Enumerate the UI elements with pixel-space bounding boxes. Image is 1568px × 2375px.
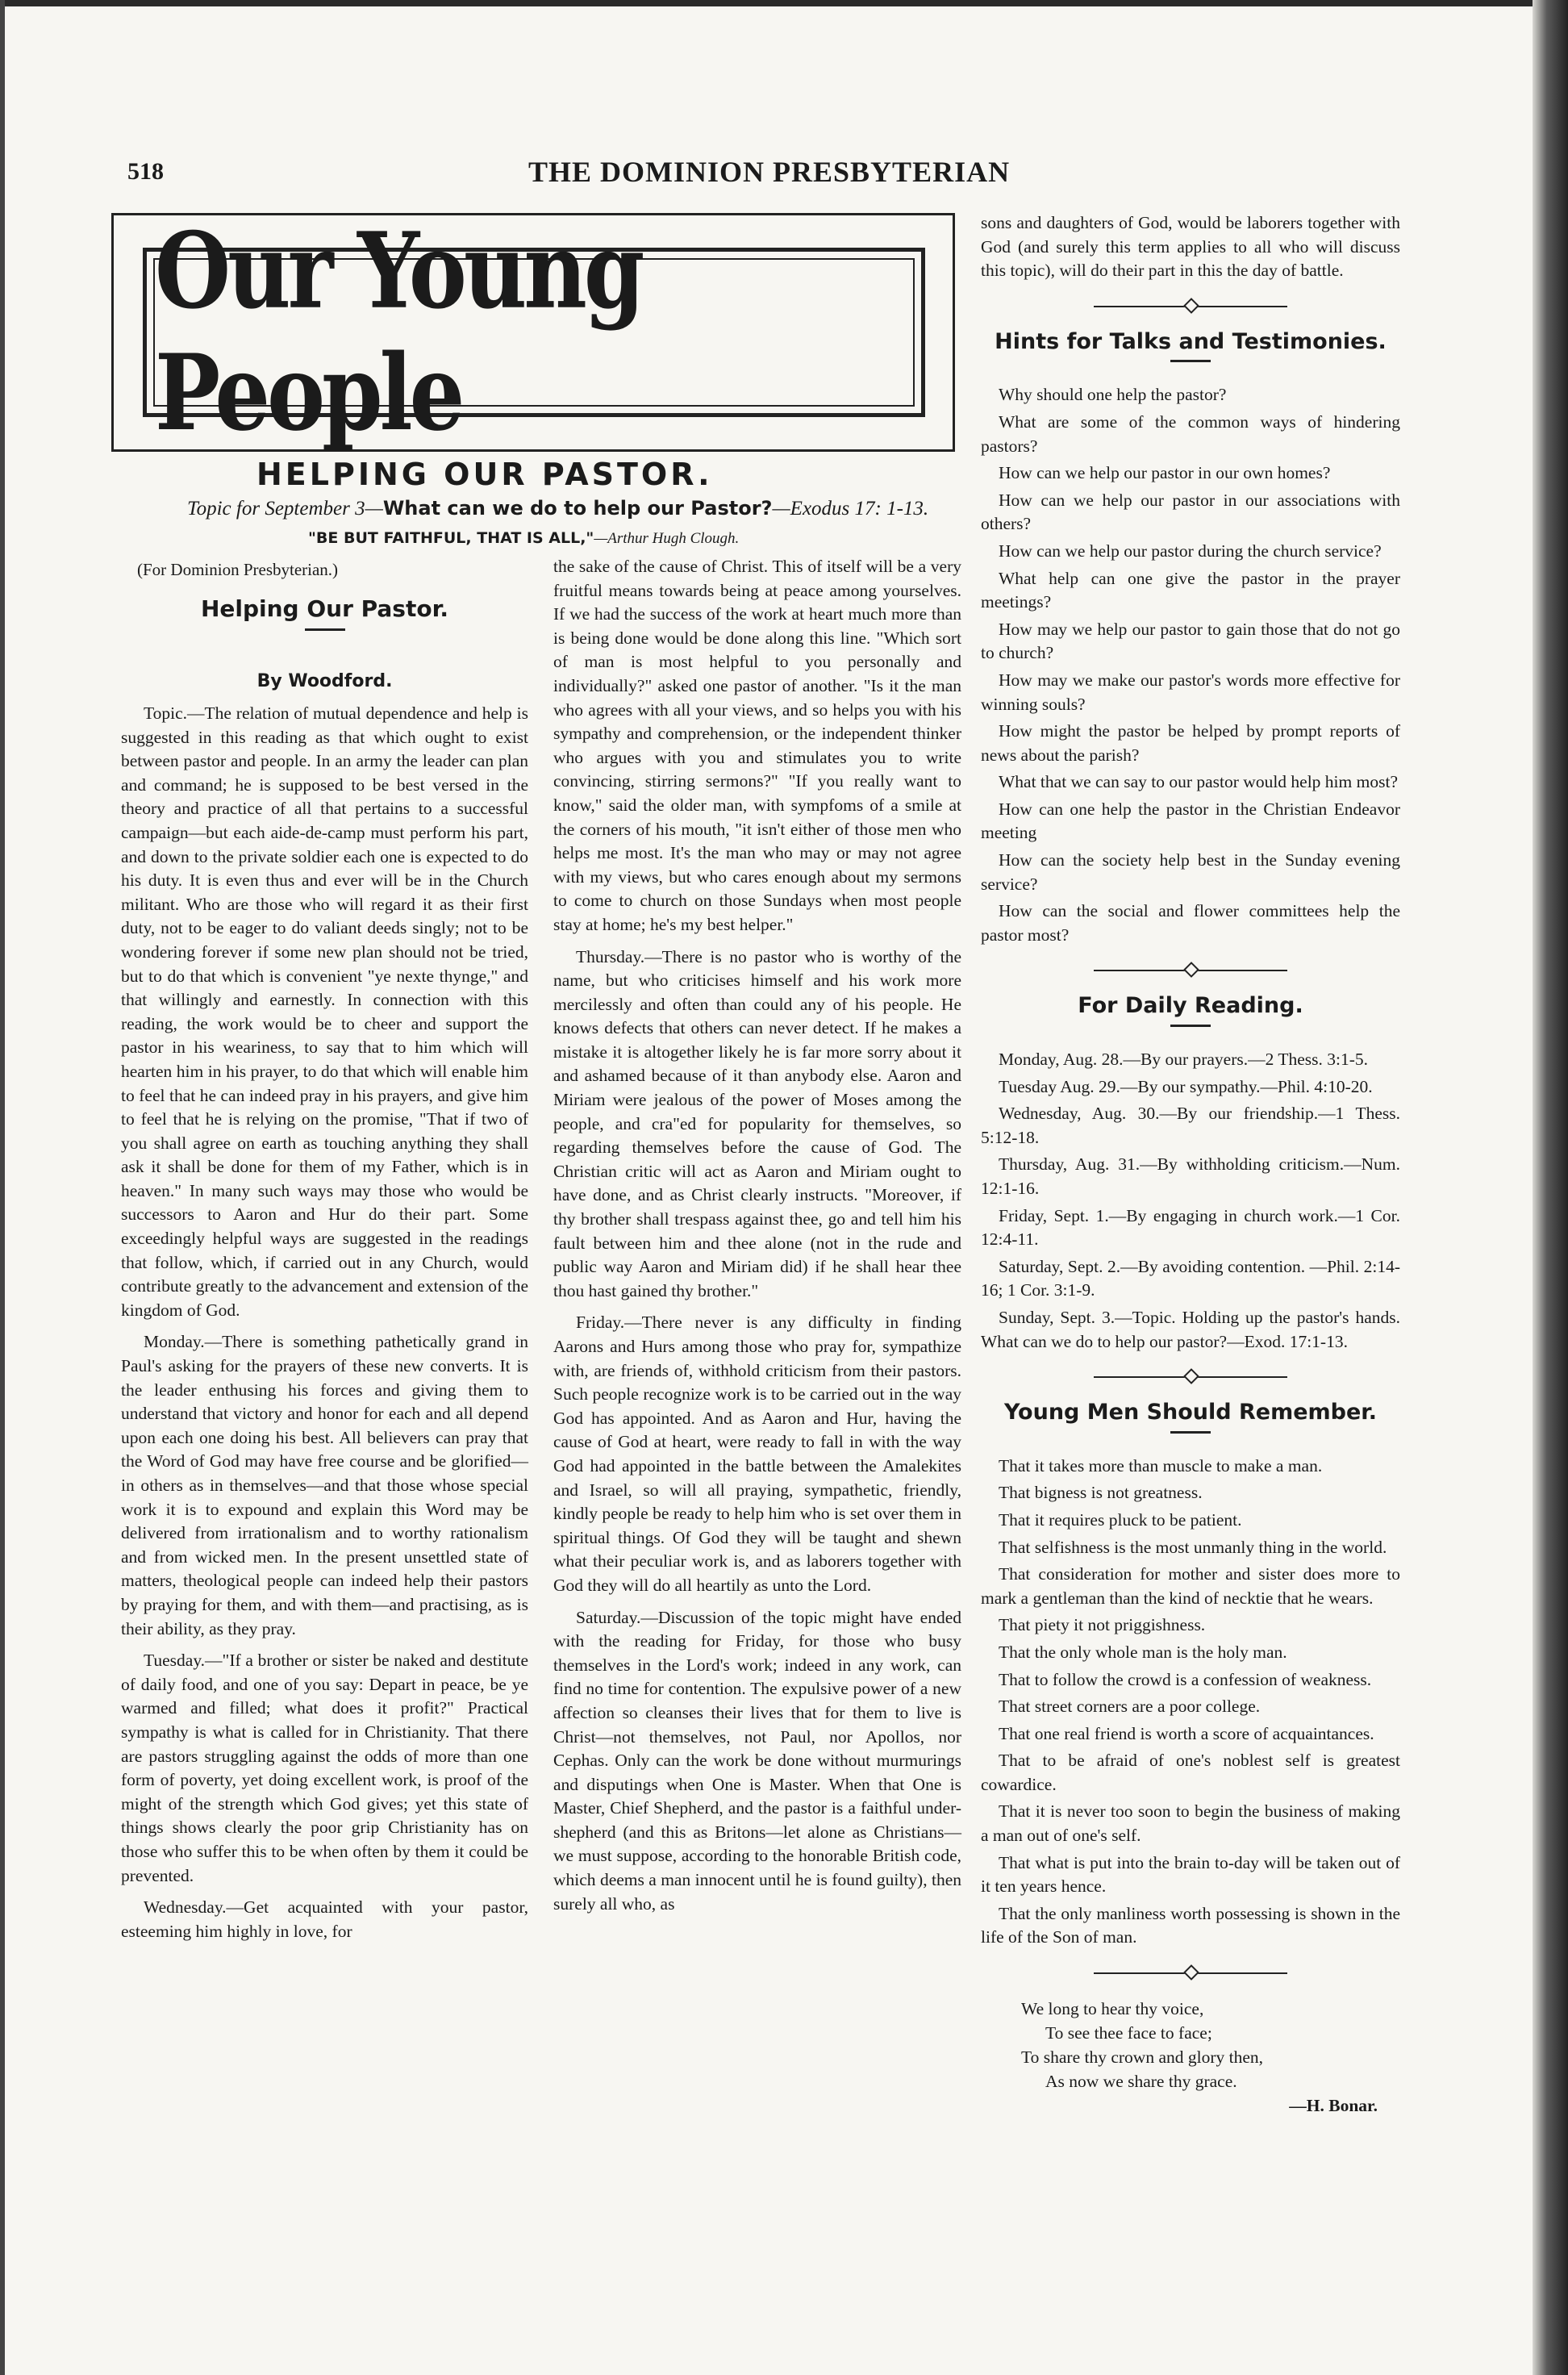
list-item: That it is never too soon to begin the business of making a man out of one's self.	[981, 1801, 1400, 1846]
list-item: That it takes more than muscle to make a man.	[999, 1455, 1323, 1476]
list-item: That it requires pluck to be patient.	[999, 1509, 1242, 1530]
paragraph-monday: Monday.—There is something pathetically grand in Paul's asking for the prayers of these new converts. It is the leader enthusing his forces and giving them to understand that victory and honor for each and all depend upon each one doing his best. All believers can pray that the Word of God may have free course and be glorified—in others as in themselves—and that those whose special work it is to expound and explain this Word may be delivered from irrationalism and to worthy rationalism and from wicked men. In the present unsettled state of matters, theological people can indeed help their pastors by praying for them, and with them—and practising, as is their ability, as they pray.	[121, 1332, 528, 1638]
list-item: How might the pastor be helped by prompt reports of news about the parish?	[981, 721, 1400, 765]
young-men-list	[981, 1455, 1400, 1950]
scan-edge-left	[0, 0, 5, 2375]
list-item: That to be afraid of one's noblest self is greatest cowardice.	[981, 1751, 1400, 1794]
topic-reference: —Exodus 17: 1-13.	[772, 498, 929, 520]
section-heading: HELPING OUR PASTOR.	[256, 457, 713, 492]
paragraph-tuesday: Tuesday.—"If a brother or sister be naked and destitute of daily food, and one of you say: Depart in peace, be ye warmed and filled; what does it profit?" Practical sympathy is what is called for in Christianity. That there are pastors struggling against the odds of more than one form of poverty, yet doing excellent work, is proof of the might of the strength which God gives; yet this state of things shows clearly the poor grip Christianity has on those who suffer this to be when often by them it could be prevented.	[121, 1651, 528, 1885]
list-item: Friday, Sept. 1.—By engaging in church work.—1 Cor. 12:4-11.	[981, 1205, 1400, 1250]
poem-line: To see thee face to face;	[1045, 2023, 1212, 2043]
diamond-icon	[1183, 298, 1199, 314]
list-item: That selfishness is the most unmanly thing in the world.	[999, 1537, 1387, 1557]
diamond-icon	[1183, 962, 1199, 979]
list-item: Monday, Aug. 28.—By our prayers.—2 Thess. 3:1-5.	[999, 1050, 1369, 1070]
list-item: Tuesday Aug. 29.—By our sympathy.—Phil. 4:10-20.	[999, 1076, 1373, 1096]
banner-inner-frame	[153, 210, 915, 455]
paragraph-saturday-cont: sons and daughters of God, would be laborers together with God (and surely this term applies to all who will discuss this topic), will do their part in this the day of battle.	[981, 213, 1400, 281]
poem	[981, 1997, 1400, 2118]
list-item: That consideration for mother and sister does more to mark a gentleman than the kind of necktie that he wears.	[981, 1564, 1400, 1608]
poem-line: As now we share thy grace.	[1045, 2072, 1237, 2092]
ornament-divider	[1094, 1966, 1287, 1981]
column-two	[553, 555, 961, 1916]
paragraph-wednesday: Wednesday.—Get acquainted with your pastor, esteeming him highly in love, for	[121, 1897, 528, 1941]
list-item: What are some of the common ways of hindering pastors?	[981, 411, 1400, 456]
title-underline	[1170, 1431, 1211, 1434]
list-item: Thursday, Aug. 31.—By withholding criticism.—Num. 12:1-16.	[981, 1154, 1400, 1198]
article-title-text: Helping Our Pastor.	[200, 595, 449, 622]
section-banner	[111, 210, 955, 455]
list-item: Saturday, Sept. 2.—By avoiding contention. —Phil. 2:14-16; 1 Cor. 3:1-9.	[981, 1256, 1400, 1300]
list-item: That the only manliness worth possessing is shown in the life of the Son of man.	[981, 1903, 1400, 1947]
article-header	[121, 560, 528, 691]
young-men-title-text: Young Men Should Remember.	[1003, 1400, 1378, 1425]
hints-list	[981, 383, 1400, 947]
motto-author: —Arthur Hugh Clough.	[594, 530, 740, 547]
list-item: That street corners are a poor college.	[999, 1697, 1261, 1717]
page-number: 518	[127, 158, 164, 185]
poem-line: To share thy crown and glory then,	[1021, 2047, 1264, 2068]
ornament-divider	[1094, 1370, 1287, 1384]
list-item: How can the society help best in the Sunday evening service?	[981, 850, 1400, 894]
list-item: Why should one help the pastor?	[999, 385, 1227, 405]
daily-reading-list	[981, 1048, 1400, 1354]
young-men-title	[981, 1400, 1400, 1434]
ornament-divider	[1094, 299, 1287, 314]
poem-author: —H. Bonar.	[1289, 2096, 1378, 2116]
list-item: Sunday, Sept. 3.—Topic. Holding up the pastor's hands. What can we do to help our pastor?—Exod. 17:1-13.	[981, 1307, 1400, 1351]
topic-prefix: Topic for September 3—	[187, 498, 383, 520]
paragraph-wednesday-cont: the sake of the cause of Christ. This of itself will be a very fruitful means towards being at peace among yourselves. If we had the success of the work at heart much more than is being done would be done along this line. "Which sort of man is most helpful to you personally and individually?" asked one pastor of another. "Is it the man who agrees with all your views, and so helps you with his sympathy and comprehension, or the independent thinker who argues with you and stimulates you to write convincing, stirring sermons?" "If you really want to know," said the older man, with sympfoms of a smile at the corners of his mouth, "it isn't either of those men who helps me most. It's the man who may or may not agree with my views, but who cares enough about my sermons to come to church on those Sundays when most people stay at home; he's my best helper."	[553, 557, 961, 934]
journal-title: THE DOMINION PRESBYTERIAN	[528, 156, 1011, 188]
title-underline	[305, 628, 345, 631]
column-three	[981, 211, 1400, 2118]
diamond-icon	[1183, 1368, 1199, 1384]
list-item: How can we help our pastor in our own homes?	[999, 463, 1331, 483]
hints-title-text: Hints for Talks and Testimonies.	[995, 328, 1387, 354]
paragraph-topic: Topic.—The relation of mutual dependence and help is suggested in this reading as that which ought to exist between pastor and people. In an army the leader can plan and command; he is supposed to be best versed in the theory and practice of all that pertains to a successful campaign—but each aide-de-camp must perform his part, and down to the private soldier each one is expected to do his duty. It is even thus and ever will be in the Church militant. Who are those who will regard it as their first duty, not to be eager to do valiant deeds singly; not to be wondering forever if some new plan should not be tried, but to do that which is convenient "ye nexte thynge," and that willingly and earnestly. In connection with this reading, the work would be to cheer and support the pastor in his weariness, to say that to him which will hearten him in his prayer, to do that which will enable him to feel that he can indeed pray in his prayers, and give him to feel that he is relying on the promise, "That if two of you shall agree on earth as touching anything they shall ask it shall be done for them of my Father, which is in heaven." In many such ways may those who would be successors to Aaron and Hur do their part. Some exceedingly helpful ways are suggested in the readings that follow, which, if carried out in any Church, would contribute greatly to the advancement and extension of the kingdom of God.	[121, 703, 528, 1320]
daily-reading-title-text: For Daily Reading.	[1078, 993, 1303, 1019]
poem-line: We long to hear thy voice,	[1021, 1999, 1204, 2019]
article-title	[121, 595, 528, 631]
hints-title	[981, 330, 1400, 363]
diamond-icon	[1183, 1964, 1199, 1981]
article-byline: By Woodford.	[256, 671, 393, 691]
list-item: Wednesday, Aug. 30.—By our friendship.—1 Thess. 5:12-18.	[981, 1104, 1400, 1147]
paragraph-friday: Friday.—There never is any difficulty in finding Aarons and Hurs among those who pray for, sympathize with, are friends of, withhold criticism from their pastors. Such people recognize work is to be carried out in the way God has appointed. And as Aaron and Hur, having the cause of God at heart, were ready to fall in with the way God had appointed in the battle between the Amalekites and Israel, so will all praying, sympathetic, friendly, kindly people be ready to help him who is set over them in spiritual things. Of God they will be taught and shewn what their peculiar work is, and as laborers together with God they will do all heartily as unto the Lord.	[553, 1313, 961, 1595]
ornament-divider	[1094, 963, 1287, 978]
list-item: That the only whole man is the holy man.	[999, 1642, 1287, 1662]
banner-title: Our Young People	[155, 210, 642, 455]
paragraph-saturday: Saturday.—Discussion of the topic might have ended with the reading for Friday, for those who busy themselves in the Lord's work; indeed in any work, can find no time for contention. The expulsive power of a new affection so cleanses their lives that for them to live is Christ—not themselves, not Paul, nor Apollos, nor Cephas. Only can the work be done without murmurings and disputings when One is Master. When that One is Master, Chief Shepherd, and the pastor is a faithful under-shepherd (and this as Britons—let alone as Christians—we must suppose, according to the honorable British code, which deems a man innocent until he is found guilty), then surely all who, as	[553, 1607, 961, 1914]
daily-reading-title	[981, 994, 1400, 1027]
list-item: How may we help our pastor to gain those that do not go to church?	[981, 619, 1400, 663]
title-underline	[1170, 1025, 1211, 1027]
list-item: How can one help the pastor in the Christian Endeavor meeting	[981, 799, 1400, 843]
list-item: That one real friend is worth a score of acquaintances.	[999, 1723, 1374, 1743]
list-item: How can we help our pastor in our associations with others?	[981, 490, 1400, 534]
topic-question: What can we do to help our Pastor?	[382, 497, 773, 520]
title-underline	[1170, 360, 1211, 362]
banner-frame	[143, 210, 925, 455]
list-item: What that we can say to our pastor would help him most?	[999, 772, 1398, 792]
scan-edge-right	[1533, 0, 1568, 2375]
list-item: That to follow the crowd is a confession of weakness.	[999, 1669, 1372, 1689]
list-item: How may we make our pastor's words more effective for winning souls?	[981, 670, 1400, 714]
column-one	[121, 702, 528, 1943]
list-item: What help can one give the pastor in the prayer meetings?	[981, 568, 1400, 612]
list-item: That what is put into the brain to-day will be taken out of it ten years hence.	[981, 1852, 1400, 1897]
paragraph-thursday: Thursday.—There is no pastor who is worthy of the name, but who criticises himself and his work more mercilessly and often than could any of his people. He knows defects that others can never detect. If he makes a mistake it is altogether likely he is far more sorry about it and ashamed because of it than anybody else. Aaron and Miriam were jealous of the power of Moses among the people, and cra"ed for popularity for themselves, so regarding themselves before the cause of God. The Christian critic will act as Aaron and Miriam ought to have done, and as Christ clearly instructs. "Moreover, if thy brother shall trespass against thee, go and tell him his fault between him and thee alone (not in the rude and public way Aaron and Miriam did) if he shall hear thee thou hast gained thy brother."	[553, 946, 961, 1300]
list-item: How can the social and flower committees help the pastor most?	[981, 901, 1400, 945]
topic-line	[187, 497, 928, 520]
list-item: How can we help our pastor during the church service?	[999, 541, 1382, 561]
list-item: That bigness is not greatness.	[999, 1483, 1203, 1503]
motto-line	[308, 529, 739, 548]
list-item: That piety it not priggishness.	[999, 1615, 1206, 1635]
scan-edge-top	[0, 0, 1568, 6]
article-source: (For Dominion Presbyterian.)	[137, 560, 339, 579]
motto-quote: "BE BUT FAITHFUL, THAT IS ALL,"	[308, 529, 594, 547]
